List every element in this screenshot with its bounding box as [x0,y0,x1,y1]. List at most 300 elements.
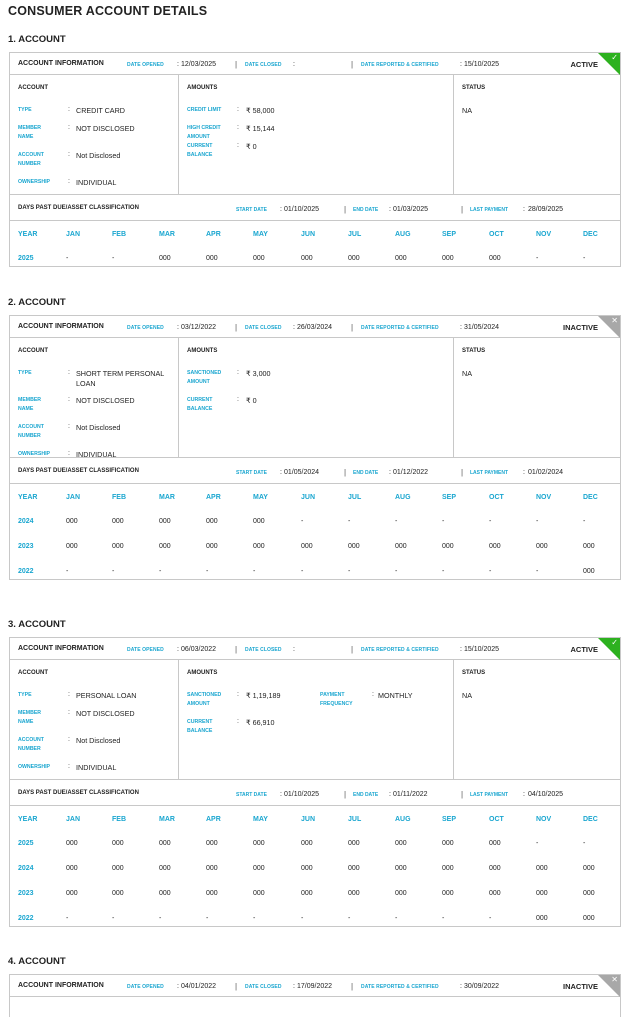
month-header-feb: FEB [112,816,126,823]
page-title: CONSUMER ACCOUNT DETAILS [8,4,208,18]
member-name-label [18,709,41,727]
dpd-cell: - [66,255,69,262]
month-header-feb: FEB [112,494,126,501]
ownership-value: INDIVIDUAL [76,178,117,187]
dpd-row-year: 2022 [18,568,34,575]
month-header-apr: APR [206,231,221,238]
amount-label-line2: BALANCE [187,728,213,734]
month-header-may: MAY [253,816,268,823]
amount-label [187,106,221,115]
payment-frequency-label-line1: PAYMENT [320,692,345,698]
dpd-cell: 000 [348,840,360,847]
date-reported-colon: : [460,646,462,653]
amount-label-line2: BALANCE [187,406,213,412]
date-opened-value: 06/03/2022 [181,646,217,653]
account-info-title: ACCOUNT INFORMATION [18,645,104,652]
dpd-cell: - [442,568,445,575]
dpd-cell: 000 [66,890,78,897]
end-date-label: END DATE [353,207,379,213]
month-header-mar: MAR [159,816,175,823]
dpd-cell: 000 [395,890,407,897]
account-card [9,52,621,267]
status-value: NA [462,106,472,115]
amount-label-line2: AMOUNT [187,134,210,140]
dpd-cell: 000 [253,890,265,897]
last-payment-colon: : [523,469,525,476]
account-number-label-line1: ACCOUNT [18,424,44,430]
month-header-jan: JAN [66,494,81,501]
close-icon: ✕ [611,975,618,984]
dpd-cell: 000 [66,865,78,872]
account-info-header [10,638,620,660]
start-date-label: START DATE [236,207,267,213]
start-date-value: 01/10/2025 [284,791,320,798]
end-date-label: END DATE [353,792,379,798]
dpd-cell: - [489,518,492,525]
amount-value: ₹ 66,910 [246,718,275,727]
dpd-cell: 000 [301,255,313,262]
header-separator: | [351,323,354,332]
dpd-cell: - [301,518,304,525]
dpd-cell: - [348,518,351,525]
date-opened-colon: : [177,983,179,990]
header-separator: | [351,645,354,654]
dpd-cell: - [253,915,256,922]
dpd-cell: 000 [112,840,124,847]
month-header-nov: NOV [536,231,552,238]
account-section-title: 4. ACCOUNT [8,956,66,967]
dpd-cell: 000 [583,568,595,575]
dpd-cell: - [206,915,209,922]
dpd-header [10,195,620,221]
dpd-cell: 000 [112,890,124,897]
month-header-apr: APR [206,816,221,823]
date-reported-colon: : [460,324,462,331]
date-opened-label: DATE OPENED [127,325,164,331]
type-value-line1: SHORT TERM PERSONAL [76,369,165,378]
field-colon: : [237,142,239,149]
dpd-cell: - [395,915,398,922]
account-status-badge: ACTIVE [570,645,598,654]
date-opened-value: 04/01/2022 [181,983,217,990]
field-colon: : [68,709,70,716]
amount-label-line1: SANCTIONED [187,692,222,698]
end-date-colon: : [389,791,391,798]
end-date-label: END DATE [353,470,379,476]
month-header-nov: NOV [536,816,552,823]
account-number-label [18,423,44,441]
column-divider [178,660,179,779]
amount-label-line1: SANCTIONED [187,370,222,376]
start-date-value: 01/10/2025 [284,206,320,213]
account-section-title: 2. ACCOUNT [8,297,66,308]
header-separator: | [351,60,354,69]
account-status-badge: INACTIVE [562,323,598,332]
member-name-label-line2: NAME [18,719,34,725]
field-colon: : [237,124,239,131]
account-number-value: Not Disclosed [76,423,121,432]
dpd-title: DAYS PAST DUE/ASSET CLASSIFICATION [18,790,139,796]
column-divider [178,75,179,194]
dpd-cell: - [489,568,492,575]
start-date-label: START DATE [236,792,267,798]
dpd-header [10,458,620,484]
dpd-cell: 000 [253,255,265,262]
month-header-aug: AUG [395,231,411,238]
dpd-cell: 000 [489,255,501,262]
dpd-cell: - [442,915,445,922]
dpd-cell: 000 [348,543,360,550]
column-divider [453,75,454,194]
dpd-cell: 000 [583,890,595,897]
dpd-cell: - [206,568,209,575]
date-opened-label: DATE OPENED [127,62,164,68]
date-opened-label: DATE OPENED [127,647,164,653]
date-opened-label: DATE OPENED [127,984,164,990]
dpd-cell: 000 [301,890,313,897]
dpd-cell: - [112,255,115,262]
account-number-label [18,151,44,169]
amount-label-line1: HIGH CREDIT [187,125,221,131]
start-date-colon: : [280,791,282,798]
amount-label [187,691,221,709]
ownership-label: OWNERSHIP [18,179,50,185]
dpd-cell: - [301,915,304,922]
header-separator: | [351,982,354,991]
dpd-cell: 000 [66,840,78,847]
amount-label [187,396,212,414]
dpd-cell: 000 [583,865,595,872]
date-opened-value: 12/03/2025 [181,61,217,68]
month-header-sep: SEP [442,231,457,238]
amount-value: ₹ 15,144 [246,124,275,133]
date-reported-value: 15/10/2025 [464,646,500,653]
header-separator: | [235,645,238,654]
last-payment-label: LAST PAYMENT [470,207,509,213]
dpd-cell: 000 [489,840,501,847]
end-date-colon: : [389,469,391,476]
date-reported-value: 15/10/2025 [464,61,500,68]
dpd-cell: 000 [253,840,265,847]
type-label: TYPE [18,692,32,698]
account-info-header [10,53,620,75]
year-column-header: YEAR [18,231,38,238]
field-colon: : [237,396,239,403]
dpd-separator: | [461,790,464,799]
month-header-jul: JUL [348,231,362,238]
dpd-cell: 000 [159,255,171,262]
account-info-title: ACCOUNT INFORMATION [18,982,104,989]
payment-frequency-label [320,691,353,709]
close-icon: ✕ [611,316,618,325]
type-label: TYPE [18,370,32,376]
amount-value: ₹ 58,000 [246,106,275,115]
amount-value: ₹ 1,19,189 [246,691,281,700]
dpd-cell: 000 [536,890,548,897]
field-colon: : [68,763,70,770]
dpd-cell: 000 [206,865,218,872]
date-reported-value: 30/09/2022 [464,983,500,990]
date-closed-label: DATE CLOSED [245,325,282,331]
dpd-cell: 000 [489,543,501,550]
dpd-cell: - [583,518,586,525]
date-reported-label: DATE REPORTED & CERTIFIED [361,984,439,990]
dpd-separator: | [344,468,347,477]
month-header-dec: DEC [583,231,598,238]
member-name-label-line2: NAME [18,406,34,412]
month-header-oct: OCT [489,816,504,823]
date-closed-colon: : [293,61,295,68]
status-value: NA [462,691,472,700]
member-name-value: NOT DISCLOSED [76,396,135,405]
account-column-title: ACCOUNT [18,348,48,354]
dpd-cell: - [536,568,539,575]
dpd-cell: - [395,518,398,525]
amount-label [187,124,221,142]
dpd-cell: 000 [206,543,218,550]
date-reported-label: DATE REPORTED & CERTIFIED [361,62,439,68]
dpd-cell: 000 [442,543,454,550]
date-closed-label: DATE CLOSED [245,647,282,653]
month-header-jan: JAN [66,231,81,238]
field-colon: : [68,124,70,131]
dpd-cell: 000 [536,865,548,872]
dpd-cell: - [112,568,115,575]
last-payment-colon: : [523,206,525,213]
month-header-jul: JUL [348,494,362,501]
month-header-jan: JAN [66,816,81,823]
dpd-cell: - [442,518,445,525]
amounts-column-title: AMOUNTS [187,670,218,676]
field-colon: : [68,178,70,185]
month-header-mar: MAR [159,494,175,501]
dpd-cell: - [301,568,304,575]
last-payment-label: LAST PAYMENT [470,470,509,476]
dpd-cell: 000 [206,890,218,897]
amounts-column-title: AMOUNTS [187,85,218,91]
amount-label-line2: AMOUNT [187,379,210,385]
dpd-row-year: 2022 [18,915,34,922]
account-status-badge: ACTIVE [570,60,598,69]
date-opened-colon: : [177,324,179,331]
date-reported-label: DATE REPORTED & CERTIFIED [361,325,439,331]
dpd-row-year: 2023 [18,543,34,550]
end-date-value: 01/12/2022 [393,469,429,476]
date-closed-label: DATE CLOSED [245,984,282,990]
header-separator: | [235,323,238,332]
month-header-jun: JUN [301,494,316,501]
dpd-cell: - [395,568,398,575]
field-colon: : [237,369,239,376]
dpd-cell: 000 [301,865,313,872]
type-value-line2: LOAN [76,379,96,388]
dpd-row-year: 2024 [18,518,34,525]
dpd-cell: 000 [206,518,218,525]
dpd-row-year: 2025 [18,255,34,262]
end-date-value: 01/11/2022 [393,791,428,798]
check-icon: ✓ [611,638,618,647]
account-info-header [10,975,620,997]
dpd-cell: - [112,915,115,922]
month-header-jun: JUN [301,231,316,238]
ownership-label: OWNERSHIP [18,451,50,457]
status-column-title: STATUS [462,85,486,91]
account-number-label-line2: NUMBER [18,161,41,167]
month-header-aug: AUG [395,816,411,823]
dpd-cell: - [253,568,256,575]
member-name-value: NOT DISCLOSED [76,124,135,133]
month-header-mar: MAR [159,231,175,238]
dpd-cell: 000 [159,840,171,847]
amount-value: ₹ 3,000 [246,369,271,378]
account-card [9,637,621,927]
type-value [76,691,136,701]
dpd-cell: - [536,840,539,847]
dpd-cell: - [489,915,492,922]
member-name-label-line1: MEMBER [18,397,42,403]
amount-label-line2: BALANCE [187,152,213,158]
payment-frequency-value: MONTHLY [378,691,413,700]
dpd-cell: 000 [583,915,595,922]
dpd-cell: 000 [442,840,454,847]
dpd-cell: - [583,840,586,847]
dpd-cell: 000 [536,543,548,550]
amount-value: ₹ 0 [246,142,257,151]
dpd-cell: 000 [253,543,265,550]
dpd-row-year: 2024 [18,865,34,872]
dpd-cell: 000 [159,518,171,525]
dpd-cell: 000 [395,543,407,550]
account-info-title: ACCOUNT INFORMATION [18,323,104,330]
date-opened-colon: : [177,61,179,68]
dpd-cell: - [66,568,69,575]
dpd-title: DAYS PAST DUE/ASSET CLASSIFICATION [18,205,139,211]
field-colon: : [68,151,70,158]
status-column-title: STATUS [462,348,486,354]
dpd-cell: - [348,915,351,922]
month-header-may: MAY [253,231,268,238]
dpd-cell: 000 [206,840,218,847]
account-number-label-line1: ACCOUNT [18,152,44,158]
date-reported-label: DATE REPORTED & CERTIFIED [361,647,439,653]
month-header-jul: JUL [348,816,362,823]
dpd-cell: - [536,518,539,525]
type-label: TYPE [18,107,32,113]
member-name-label [18,396,41,414]
account-number-label-line1: ACCOUNT [18,737,44,743]
dpd-separator: | [344,205,347,214]
dpd-cell: 000 [66,518,78,525]
field-colon: : [68,423,70,430]
dpd-cell: 000 [395,865,407,872]
date-reported-value: 31/05/2024 [464,324,500,331]
type-value-line1: PERSONAL LOAN [76,691,137,700]
amount-label-line1: CURRENT [187,397,213,403]
account-column-title: ACCOUNT [18,670,48,676]
account-number-value: Not Disclosed [76,736,121,745]
end-date-value: 01/03/2025 [393,206,429,213]
dpd-cell: 000 [301,543,313,550]
column-divider [453,338,454,457]
field-colon: : [68,369,70,376]
dpd-cell: - [159,568,162,575]
account-number-label-line2: NUMBER [18,433,41,439]
month-header-feb: FEB [112,231,126,238]
dpd-cell: 000 [395,840,407,847]
date-closed-label: DATE CLOSED [245,62,282,68]
month-header-nov: NOV [536,494,552,501]
account-info-title: ACCOUNT INFORMATION [18,60,104,67]
amount-label [187,718,212,736]
ownership-value: INDIVIDUAL [76,763,117,772]
dpd-cell: 000 [253,518,265,525]
dpd-separator: | [344,790,347,799]
field-colon: : [237,106,239,113]
start-date-label: START DATE [236,470,267,476]
month-header-sep: SEP [442,494,457,501]
dpd-cell: 000 [112,543,124,550]
dpd-separator: | [461,205,464,214]
dpd-cell: - [159,915,162,922]
month-header-sep: SEP [442,816,457,823]
field-colon: : [237,691,239,698]
dpd-cell: 000 [348,865,360,872]
dpd-row-year: 2023 [18,890,34,897]
amount-label [187,369,221,387]
month-header-aug: AUG [395,494,411,501]
header-separator: | [235,982,238,991]
last-payment-value: 04/10/2025 [528,791,564,798]
date-reported-colon: : [460,61,462,68]
date-closed-value: 26/03/2024 [297,324,333,331]
start-date-value: 01/05/2024 [284,469,320,476]
dpd-cell: 000 [159,890,171,897]
member-name-label-line2: NAME [18,134,34,140]
dpd-cell: 000 [159,865,171,872]
field-colon: : [68,736,70,743]
check-icon: ✓ [611,53,618,62]
dpd-cell: 000 [159,543,171,550]
dpd-cell: 000 [442,890,454,897]
dpd-header [10,780,620,806]
status-value: NA [462,369,472,378]
account-section-title: 3. ACCOUNT [8,619,66,630]
field-colon: : [68,450,70,457]
date-opened-colon: : [177,646,179,653]
dpd-cell: - [348,568,351,575]
dpd-cell: - [536,255,539,262]
ownership-value: INDIVIDUAL [76,450,117,459]
account-number-label [18,736,44,754]
dpd-row-year: 2025 [18,840,34,847]
dpd-cell: - [66,915,69,922]
date-closed-value: 17/09/2022 [297,983,333,990]
last-payment-label: LAST PAYMENT [470,792,509,798]
dpd-cell: - [583,255,586,262]
dpd-cell: 000 [442,865,454,872]
dpd-cell: 000 [489,865,501,872]
account-column-title: ACCOUNT [18,85,48,91]
date-closed-colon: : [293,646,295,653]
member-name-label [18,124,41,142]
date-opened-value: 03/12/2022 [181,324,217,331]
dpd-cell: 000 [66,543,78,550]
month-header-may: MAY [253,494,268,501]
dpd-cell: 000 [112,865,124,872]
end-date-colon: : [389,206,391,213]
start-date-colon: : [280,469,282,476]
ownership-label: OWNERSHIP [18,764,50,770]
